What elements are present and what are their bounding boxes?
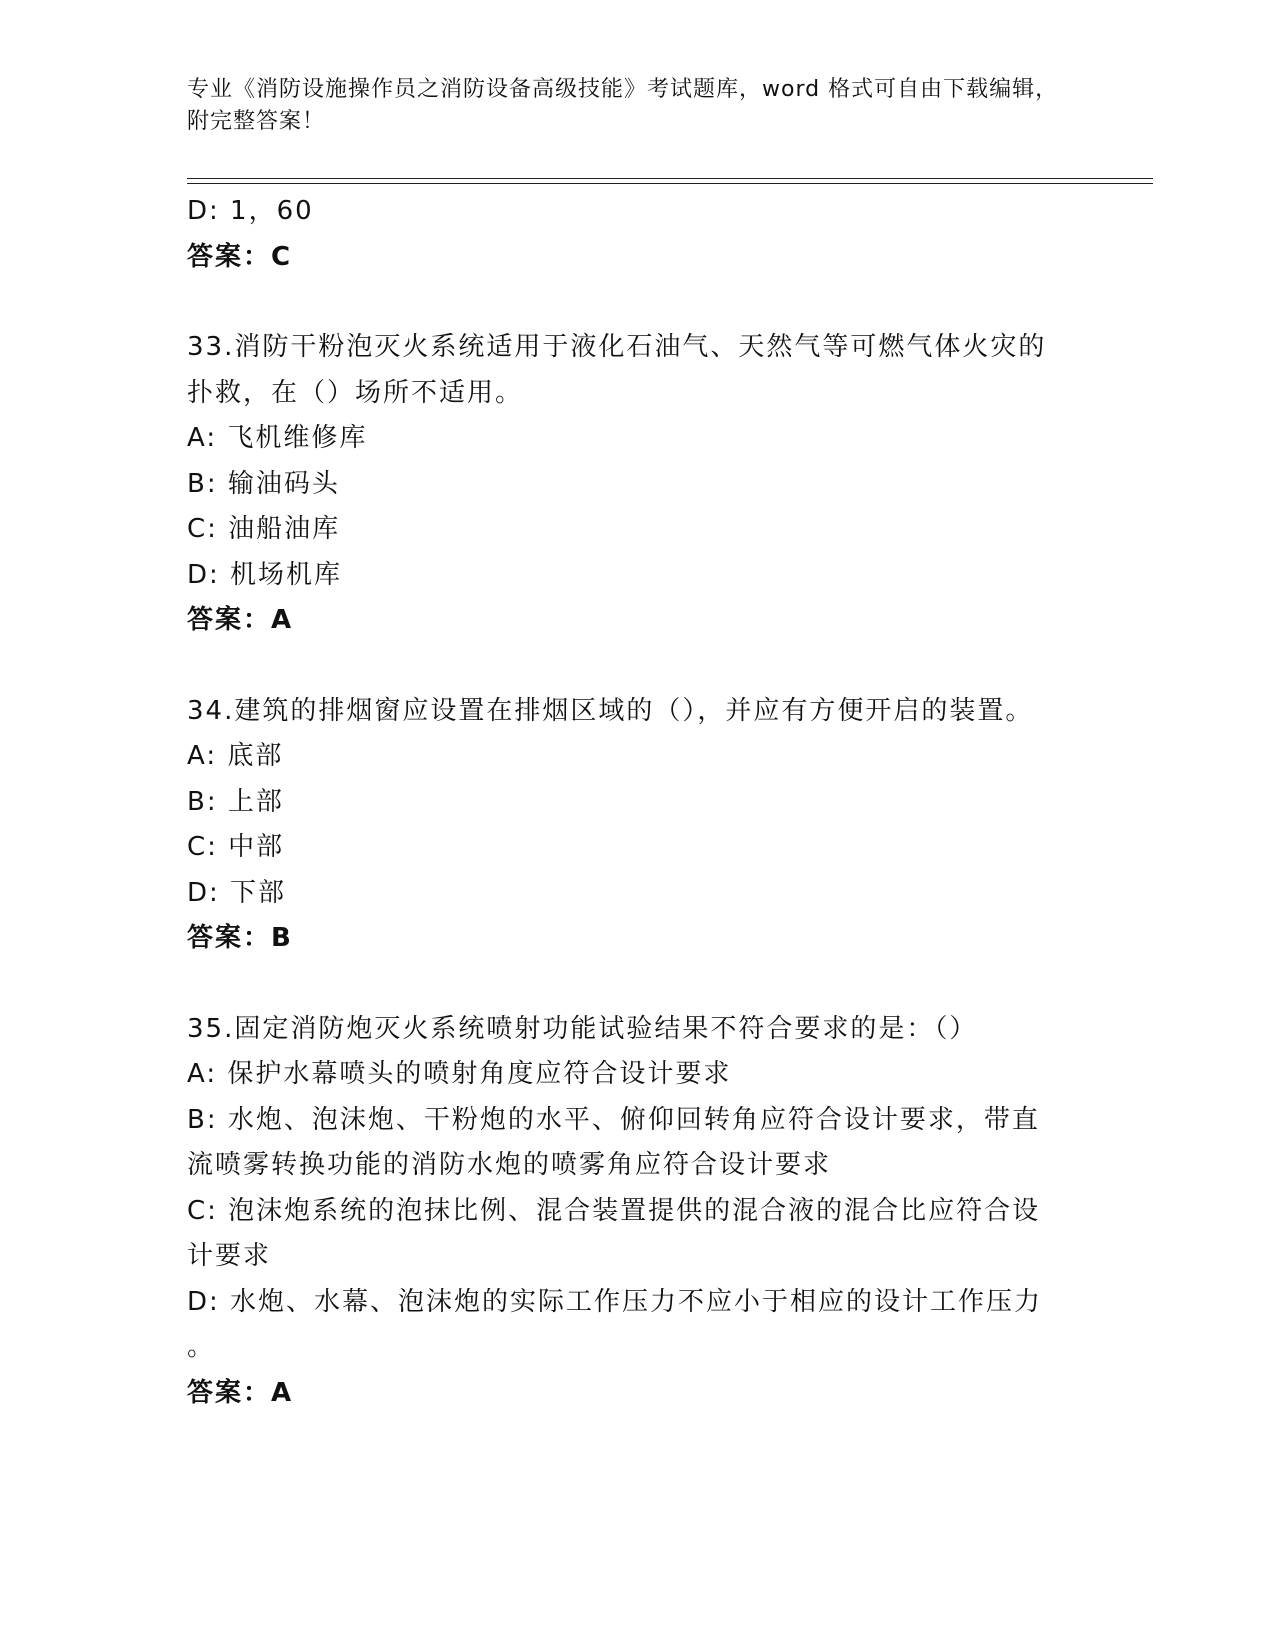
option-b: B: 输油码头	[187, 468, 340, 499]
question-stem: 33.消防干粉泡灭火系统适用于液化石油气、天然气等可燃气体火灾的	[187, 332, 1047, 362]
answer-line: 答案：A	[187, 1377, 294, 1408]
block-spacer	[187, 280, 1077, 325]
header-divider-top	[187, 178, 1153, 179]
question-stem: 34.建筑的排烟窗应设置在排烟区域的（），并应有方便开启的装置。	[187, 695, 1034, 726]
option-a: A: 飞机维修库	[187, 423, 368, 453]
answer-line: 答案：C	[187, 241, 293, 272]
question-block	[187, 689, 1077, 962]
answer-line: 答案：B	[187, 923, 293, 953]
option-c-continued: 计要求	[187, 1241, 272, 1271]
document-header: 专业《消防设施操作员之消防设备高级技能》考试题库，word 格式可自由下载编辑，附完整答案！	[187, 77, 1059, 134]
option-d: D: 下部	[187, 877, 287, 908]
question-block	[187, 325, 1077, 644]
option-d: D: 水炮、水幕、泡沫炮的实际工作压力不应小于相应的设计工作压力	[187, 1286, 1043, 1317]
option-d: D: 机场机库	[187, 559, 343, 590]
option-c: C: 中部	[187, 832, 285, 862]
answer-line: 答案：A	[187, 605, 294, 635]
question-stem: 35.固定消防炮灭火系统喷射功能试验结果不符合要求的是：（）	[187, 1013, 978, 1044]
question-block	[187, 189, 1077, 280]
option-c: C: 泡沫炮系统的泡抹比例、混合装置提供的混合液的混合比应符合设	[187, 1195, 1041, 1226]
option-a: A: 底部	[187, 741, 284, 771]
block-spacer	[187, 962, 1077, 1007]
option-a: A: 保护水幕喷头的喷射角度应符合设计要求	[187, 1059, 732, 1089]
question-list	[187, 189, 1077, 1416]
option-d: D: 1，60	[187, 196, 314, 226]
option-c: C: 油船油库	[187, 514, 341, 544]
option-b: B: 水炮、泡沫炮、干粉炮的水平、俯仰回转角应符合设计要求，带直	[187, 1104, 1040, 1135]
header-divider-bottom	[187, 183, 1153, 184]
option-b-continued: 流喷雾转换功能的消防水炮的喷雾角应符合设计要求	[187, 1150, 832, 1180]
option-b: B: 上部	[187, 786, 284, 817]
option-d-continued: 。	[187, 1332, 216, 1362]
question-stem-continued: 扑救，在（）场所不适用。	[187, 377, 524, 408]
question-block	[187, 1007, 1077, 1417]
block-spacer	[187, 644, 1077, 689]
